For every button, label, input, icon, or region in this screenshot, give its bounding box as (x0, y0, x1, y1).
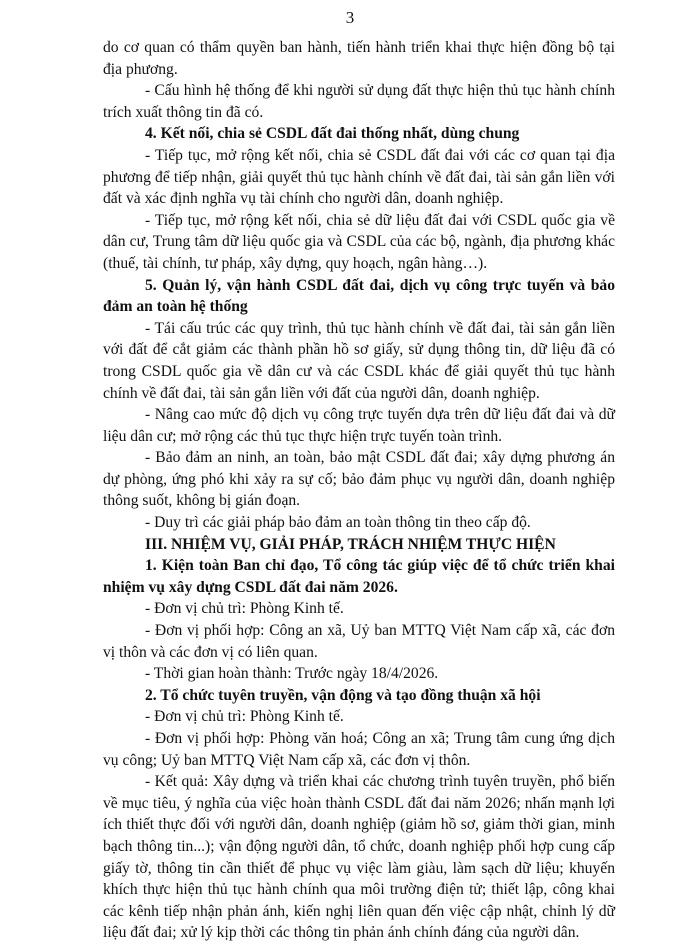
section-heading: 4. Kết nối, chia sẻ CSDL đất đai thống nhất, dùng chung (145, 125, 520, 143)
list-item: - Tái cấu trúc các quy trình, thủ tục hành chính về đất đai, tài sản gắn liền với đất để cắt giảm các thành phần hồ sơ giấy, sử dụng thông tin, dữ liệu đã có trong CSDL quốc gia về dân cư và các CSDL khác để giải quyết thủ tục hành chính về đất đai, tài sản gắn liền với đất của người dân, doanh nghiệp. (103, 319, 615, 402)
section-heading: 2. Tổ chức tuyên truyền, vận động và tạo đồng thuận xã hội (145, 686, 541, 704)
list-item: - Tiếp tục, mở rộng kết nối, chia sẻ dữ liệu đất đai với CSDL quốc gia về dân cư, Trung tâm dữ liệu quốc gia và CSDL của các bộ, ngành, địa phương khác (thuế, tài chính, tư pháp, xây dựng, quy hoạch, ngân hàng…). (103, 211, 615, 272)
list-item: - Kết quả: Xây dựng và triển khai các chương trình tuyên truyền, phổ biến về mục tiêu, ý nghĩa của việc hoàn thành CSDL đất đai năm 2026; nhấn mạnh lợi ích thiết thực đối với người dân, doanh nghiệp (giảm hồ sơ, giảm thời gian, minh bạch thông tin...); vận động người dân, tổ chức, doanh nghiệp phối hợp cung cấp giấy tờ, thông tin cần thiết để phục vụ việc làm giàu, làm sạch dữ liệu; khuyến khích thực hiện thủ tục hành chính qua môi trường điện tử; thiết lập, công khai các kênh tiếp nhận phản ánh, kiến nghị liên quan đến việc cập nhật, chỉnh lý dữ liệu đất đai; xử lý kịp thời các thông tin phản ánh chính đáng của người dân. (103, 773, 615, 942)
list-item: - Duy trì các giải pháp bảo đảm an toàn thông tin theo cấp độ. (145, 514, 531, 532)
list-item: - Đơn vị phối hợp: Phòng văn hoá; Công an xã; Trung tâm cung ứng dịch vụ công; Uỷ ban MTTQ Việt Nam cấp xã, các đơn vị thôn. (103, 730, 615, 769)
list-item: - Cấu hình hệ thống để khi người sử dụng đất thực hiện thủ tục hành chính trích xuất thông tin đã có. (103, 82, 615, 121)
list-item: - Bảo đảm an ninh, an toàn, bảo mật CSDL đất đai; xây dựng phương án dự phòng, ứng phó khi xảy ra sự cố; bảo đảm phục vụ người dân, doanh nghiệp thông suốt, không bị gián đoạn. (103, 449, 615, 510)
list-item: - Đơn vị phối hợp: Công an xã, Uỷ ban MTTQ Việt Nam cấp xã, các đơn vị thôn và các đơn vị có liên quan. (103, 622, 615, 661)
list-item: - Thời gian hoàn thành: Trước ngày 18/4/2026. (145, 665, 439, 683)
list-item: - Tiếp tục, mở rộng kết nối, chia sẻ CSDL đất đai với các cơ quan tại địa phương để tiếp nhận, giải quyết thủ tục hành chính về đất đai, tài sản gắn liền với đất và xác định nghĩa vụ tài chính cho người dân, doanh nghiệp. (103, 146, 615, 208)
document-body (103, 37, 615, 944)
list-item: - Đơn vị chủ trì: Phòng Kinh tế. (145, 708, 344, 726)
list-item: - Nâng cao mức độ dịch vụ công trực tuyến dựa trên dữ liệu đất đai và dữ liệu dân cư; mở rộng các thủ tục thực hiện trực tuyến toàn trình. (103, 406, 615, 445)
list-item: - Đơn vị chủ trì: Phòng Kinh tế. (145, 600, 344, 618)
paragraph-continuation: do cơ quan có thẩm quyền ban hành, tiến hành triển khai thực hiện đồng bộ tại địa phương. (103, 39, 615, 78)
section-heading: 1. Kiện toàn Ban chỉ đạo, Tổ công tác giúp việc để tổ chức triển khai nhiệm vụ xây dựng CSDL đất đai năm 2026. (103, 557, 615, 596)
page-number: 3 (345, 8, 355, 27)
section-heading: 5. Quản lý, vận hành CSDL đất đai, dịch vụ công trực tuyến và bảo đảm an toàn hệ thống (103, 276, 615, 316)
chapter-heading: III. NHIỆM VỤ, GIẢI PHÁP, TRÁCH NHIỆM THỰC HIỆN (145, 535, 556, 553)
